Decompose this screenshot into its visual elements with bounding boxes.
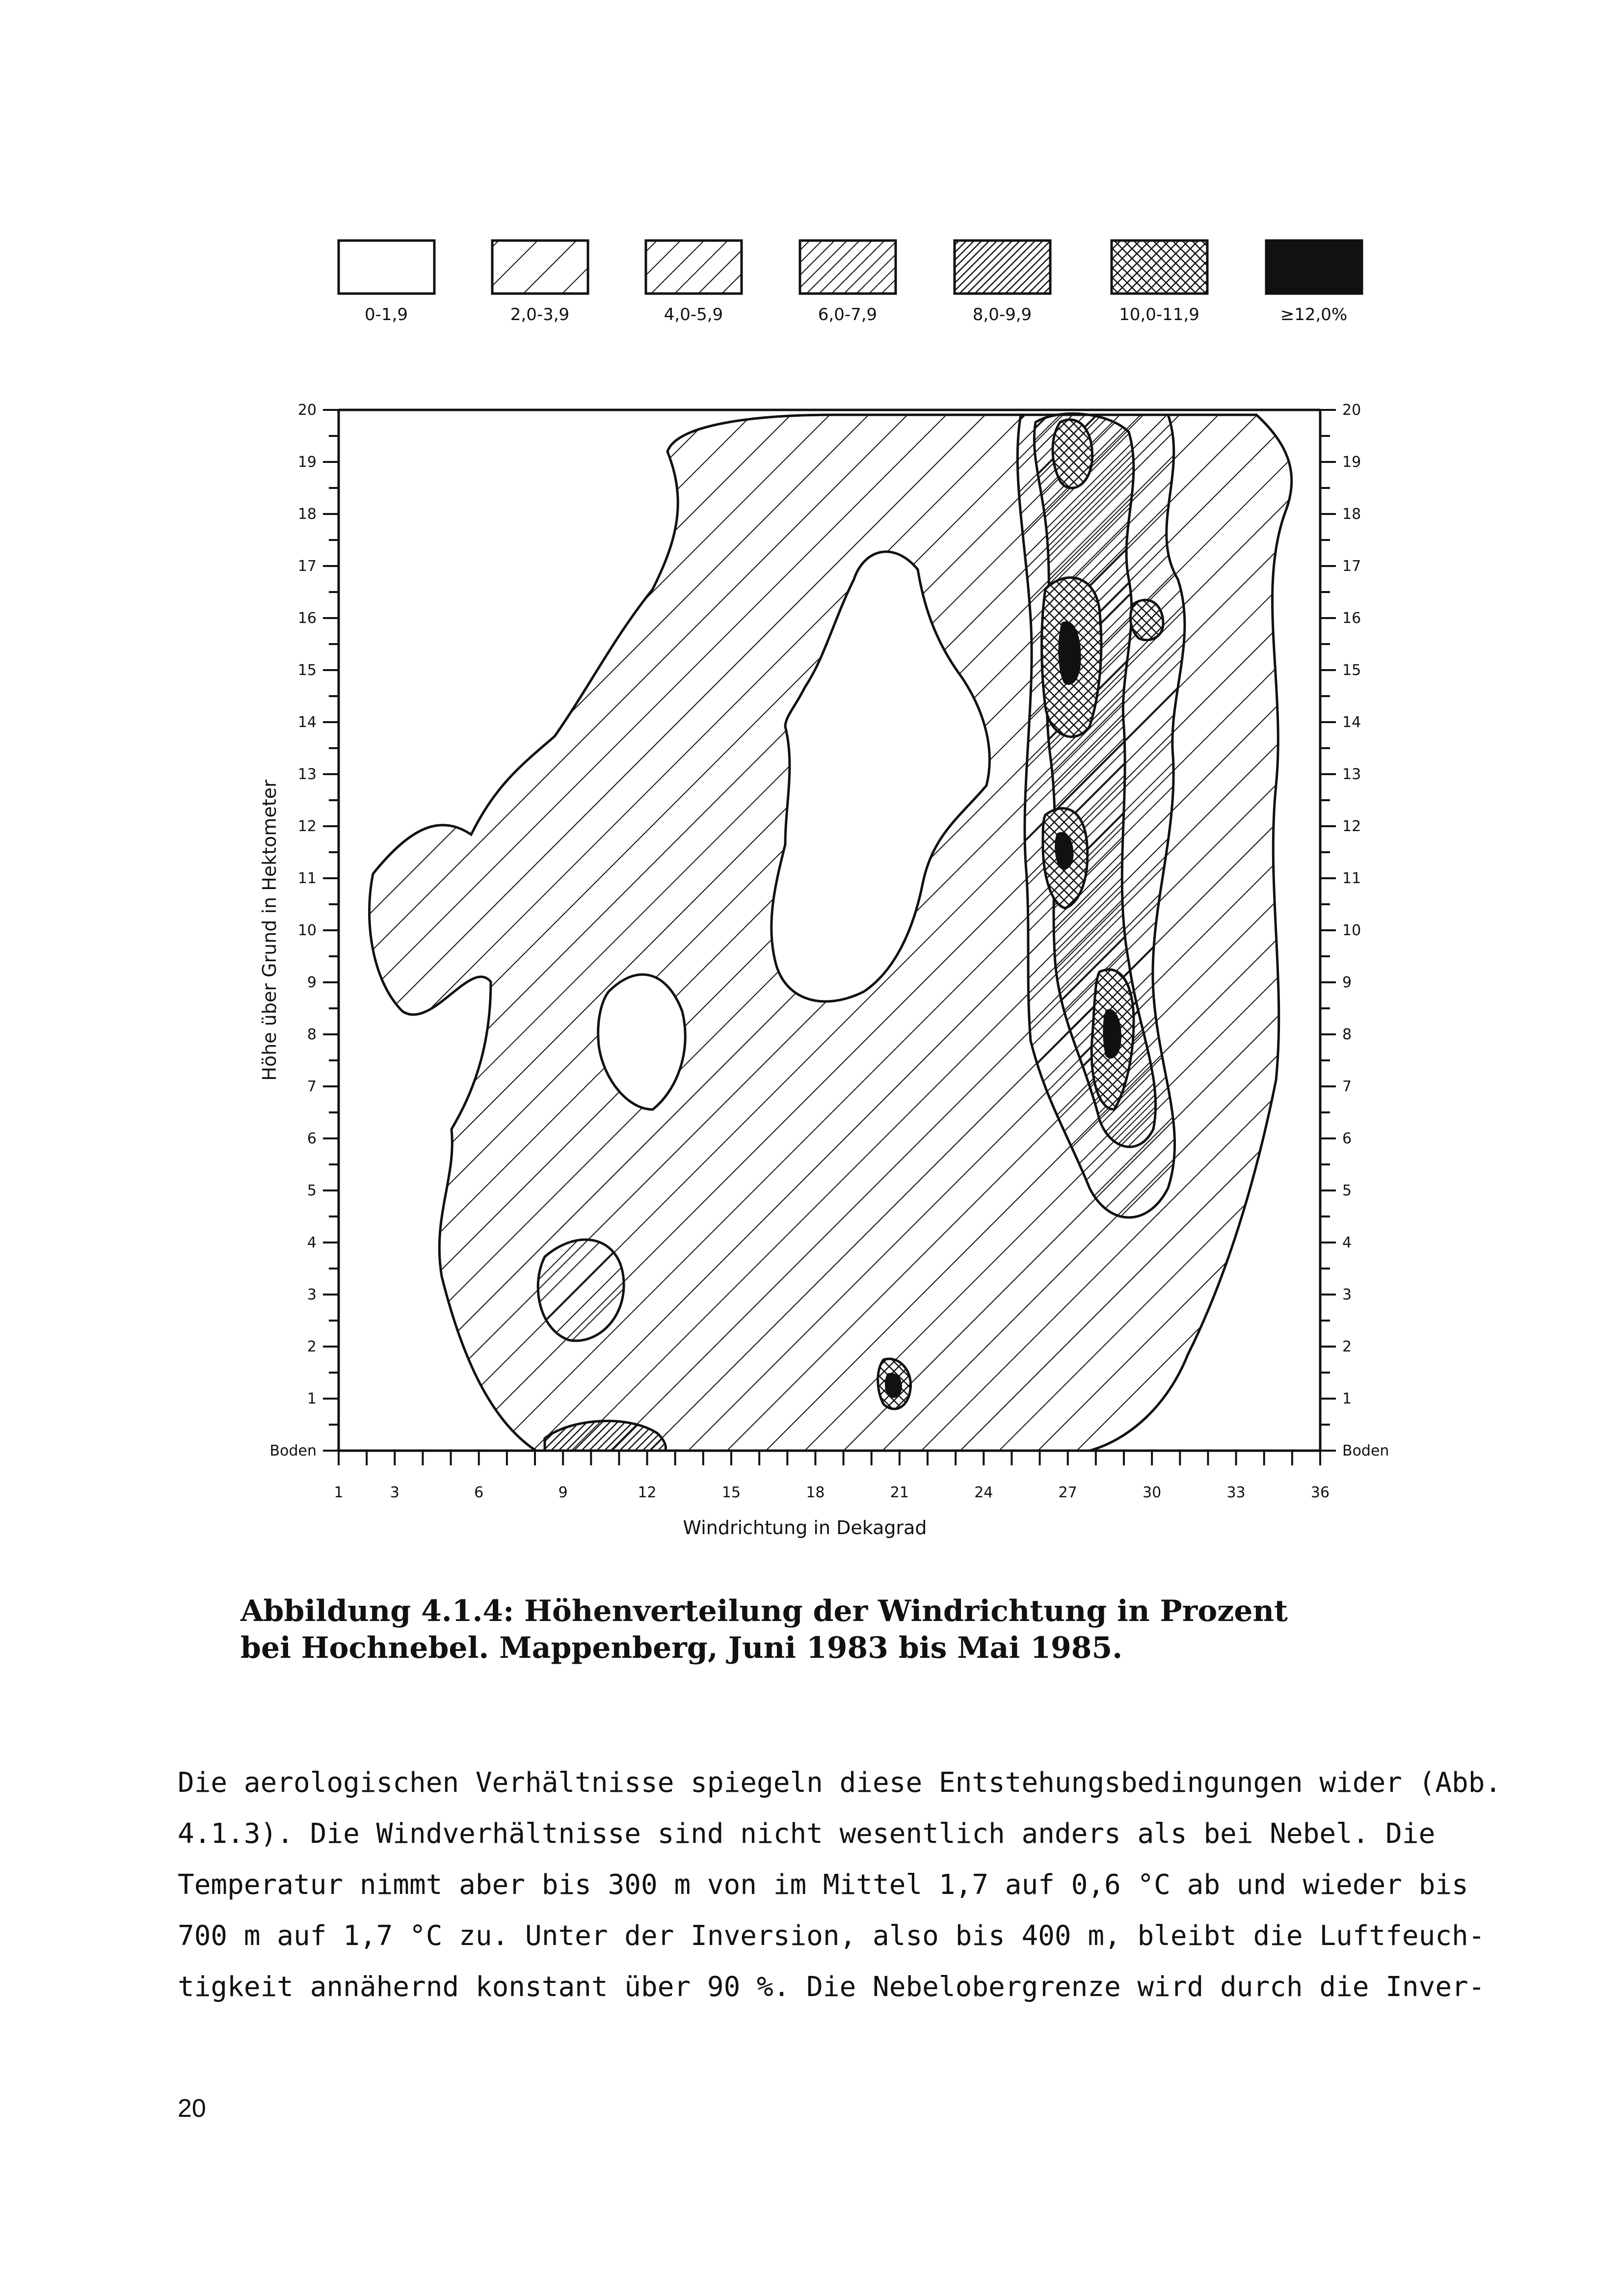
legend-item-4 xyxy=(955,241,1050,324)
legend-label-2: 4,0-5,9 xyxy=(664,305,723,324)
x-tick-label: 27 xyxy=(1058,1484,1077,1501)
body-line-5: tigkeit annähernd konstant über 90 %. Die Nebelobergrenze wird durch die Inver- xyxy=(178,1971,1485,2003)
region-10-to-12-pct-small xyxy=(1130,600,1163,640)
caption-line-2: bei Hochnebel. Mappenberg, Juni 1983 bis Mai 1985. xyxy=(240,1631,1123,1665)
caption-line-1: Abbildung 4.1.4: Höhenverteilung der Windrichtung in Prozent xyxy=(240,1594,1288,1628)
region-12-plus-pct-lower xyxy=(1104,1010,1120,1057)
x-tick-label: 33 xyxy=(1226,1484,1246,1501)
y-tick-label-right: 16 xyxy=(1342,610,1361,627)
y-tick-label-left: 19 xyxy=(297,454,317,471)
x-tick-label: 6 xyxy=(474,1484,484,1501)
body-paragraph xyxy=(178,1757,1502,2013)
y-tick-label-right: 7 xyxy=(1342,1078,1352,1095)
body-line-2: 4.1.3). Die Windverhältnisse sind nicht wesentlich anders als bei Nebel. Die xyxy=(178,1818,1436,1850)
y-tick-label-right: 8 xyxy=(1342,1026,1352,1043)
x-tick-label: 36 xyxy=(1310,1484,1330,1501)
x-tick-label: 3 xyxy=(390,1484,399,1501)
figure-caption xyxy=(240,1593,1443,1667)
legend-swatch-0 xyxy=(339,241,434,294)
y-tick-label-left: 3 xyxy=(307,1286,317,1303)
body-line-1: Die aerologischen Verhältnisse spiegeln diese Entstehungsbedingungen wider (Abb. xyxy=(178,1767,1502,1799)
page-number: 20 xyxy=(178,2094,206,2123)
legend-item-5 xyxy=(1112,241,1207,324)
y-tick-label-left: 4 xyxy=(307,1234,317,1251)
y-tick-label-right: Boden xyxy=(1342,1442,1389,1459)
y-tick-label-right: 2 xyxy=(1342,1338,1352,1355)
y-tick-label-right: 4 xyxy=(1342,1234,1352,1251)
contour-regions xyxy=(370,414,1292,1453)
legend-label-4: 8,0-9,9 xyxy=(972,305,1032,324)
region-10-to-12-pct-top xyxy=(1053,420,1092,488)
legend-label-1: 2,0-3,9 xyxy=(510,305,570,324)
y-tick-label-left: 5 xyxy=(307,1182,317,1199)
x-tick-label: 18 xyxy=(806,1484,825,1501)
legend xyxy=(339,241,1362,324)
legend-label-0: 0-1,9 xyxy=(365,305,408,324)
legend-item-2 xyxy=(646,241,742,324)
y-tick-label-right: 14 xyxy=(1342,714,1361,731)
y-tick-label-left: 17 xyxy=(297,558,317,575)
legend-item-1 xyxy=(492,241,588,324)
y-tick-label-left: 13 xyxy=(297,766,317,783)
y-tick-label-left: 9 xyxy=(307,974,317,991)
y-tick-label-right: 12 xyxy=(1342,818,1361,835)
y-tick-label-right: 5 xyxy=(1342,1182,1352,1199)
y-axis-title: Höhe über Grund in Hektometer xyxy=(259,780,280,1081)
y-tick-label-left: 18 xyxy=(297,506,317,523)
y-tick-label-left: 11 xyxy=(297,870,317,887)
y-tick-label-right: 19 xyxy=(1342,454,1361,471)
legend-label-6: ≥12,0% xyxy=(1280,305,1348,324)
x-tick-label: 21 xyxy=(890,1484,909,1501)
legend-swatch-5 xyxy=(1112,241,1207,294)
x-tick-label: 15 xyxy=(721,1484,741,1501)
legend-swatch-4 xyxy=(955,241,1050,294)
y-tick-label-right: 3 xyxy=(1342,1286,1352,1303)
y-tick-label-left: 20 xyxy=(297,402,317,419)
y-tick-label-right: 18 xyxy=(1342,506,1361,523)
region-12-plus-pct-middle xyxy=(1056,833,1072,868)
legend-swatch-6 xyxy=(1266,241,1362,294)
region-12-plus-pct-bottom xyxy=(886,1374,901,1397)
legend-swatch-2 xyxy=(646,241,742,294)
body-line-3: Temperatur nimmt aber bis 300 m von im Mittel 1,7 auf 0,6 °C ab und wieder bis xyxy=(178,1869,1468,1901)
x-tick-label: 1 xyxy=(334,1484,344,1501)
y-tick-label-left: 1 xyxy=(307,1390,317,1407)
x-tick-label: 12 xyxy=(638,1484,657,1501)
legend-item-0 xyxy=(339,241,434,324)
y-tick-label-left: 16 xyxy=(297,610,317,627)
legend-item-3 xyxy=(800,241,896,324)
x-tick-label: 9 xyxy=(558,1484,568,1501)
y-tick-label-right: 10 xyxy=(1342,922,1361,939)
y-tick-label-right: 20 xyxy=(1342,402,1361,419)
y-tick-label-left: 6 xyxy=(307,1130,317,1147)
y-tick-label-right: 9 xyxy=(1342,974,1352,991)
y-tick-label-left: 14 xyxy=(297,714,317,731)
y-tick-label-left: 10 xyxy=(297,922,317,939)
y-tick-label-right: 13 xyxy=(1342,766,1361,783)
y-tick-label-left: Boden xyxy=(269,1442,317,1459)
x-axis-title: Windrichtung in Dekagrad xyxy=(683,1517,927,1539)
legend-label-5: 10,0-11,9 xyxy=(1119,305,1199,324)
y-tick-label-left: 8 xyxy=(307,1026,317,1043)
y-tick-label-left: 12 xyxy=(297,818,317,835)
legend-label-3: 6,0-7,9 xyxy=(818,305,878,324)
y-tick-label-right: 6 xyxy=(1342,1130,1352,1147)
y-tick-label-right: 17 xyxy=(1342,558,1361,575)
x-tick-label: 30 xyxy=(1143,1484,1162,1501)
y-tick-label-left: 15 xyxy=(297,662,317,679)
legend-swatch-1 xyxy=(492,241,588,294)
y-tick-label-left: 2 xyxy=(307,1338,317,1355)
y-tick-label-right: 1 xyxy=(1342,1390,1352,1407)
y-tick-label-right: 15 xyxy=(1342,662,1361,679)
x-tick-label: 24 xyxy=(974,1484,993,1501)
region-12-plus-pct-upper xyxy=(1060,622,1080,683)
y-tick-label-left: 7 xyxy=(307,1078,317,1095)
y-tick-label-right: 11 xyxy=(1342,870,1361,887)
legend-swatch-3 xyxy=(800,241,896,294)
legend-item-6 xyxy=(1266,241,1362,324)
body-line-4: 700 m auf 1,7 °C zu. Unter der Inversion, also bis 400 m, bleibt die Luftfeuch- xyxy=(178,1920,1485,1952)
